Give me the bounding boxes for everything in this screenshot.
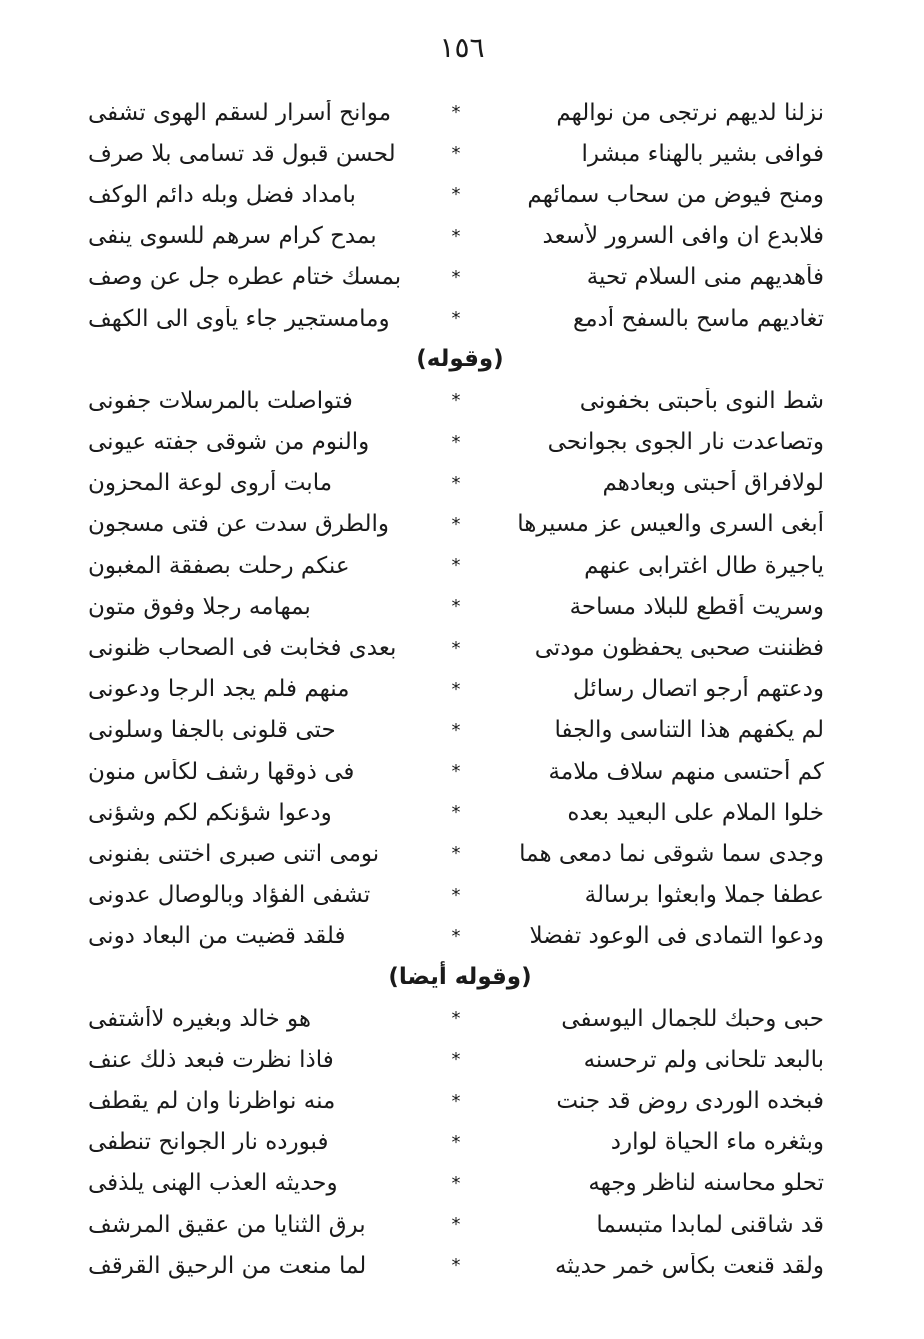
verse-line [80, 1081, 840, 1122]
verse-line [80, 875, 840, 916]
second-hemistich: حتى قلونى بالجفا وسلونى [88, 717, 336, 744]
poem-heading: (وقوله أيضا) [388, 963, 532, 990]
asterisk-separator: * [451, 884, 461, 906]
asterisk-separator: * [451, 802, 461, 824]
second-hemistich: نومى اتنى صبرى اختنى بفنونى [88, 840, 380, 867]
second-hemistich: لحسن قبول قد تسامى بلا صرف [88, 140, 396, 167]
verse-line [80, 504, 840, 545]
verse-line [80, 1039, 840, 1080]
second-hemistich: ودعوا شؤنكم لكم وشؤنى [88, 799, 332, 826]
verse-line [80, 545, 840, 586]
second-hemistich: والنوم من شوقى جفته عيونى [88, 429, 370, 456]
asterisk-separator: * [451, 225, 461, 247]
first-hemistich: ولقد قنعت بكأس خمر حديثه [554, 1252, 824, 1279]
asterisk-separator: * [451, 308, 461, 330]
first-hemistich: ومنح فيوض من سحاب سمائهم [527, 181, 824, 208]
second-hemistich: بمهامه رجلا وفوق متون [88, 593, 311, 620]
asterisk-separator: * [451, 1255, 461, 1277]
second-hemistich: مابت أروى لوعة المحزون [88, 470, 333, 497]
verse-line [80, 627, 840, 668]
second-hemistich: بمسك ختام عطره جل عن وصف [88, 264, 402, 291]
verse-line [80, 133, 840, 174]
second-hemistich: والطرق سدت عن فتى مسجون [88, 511, 389, 538]
first-hemistich: فوافى بشير بالهناء مبشرا [581, 140, 824, 167]
verse-line [80, 586, 840, 627]
second-hemistich: تشفى الفؤاد وبالوصال عدونى [88, 882, 371, 909]
verse-line [80, 916, 840, 957]
verse-line [80, 216, 840, 257]
verse-line [80, 174, 840, 215]
asterisk-separator: * [451, 1214, 461, 1236]
first-hemistich: وسريت أقطع للبلاد مساحة [569, 593, 824, 620]
asterisk-separator: * [451, 513, 461, 535]
first-hemistich: تغاديهم ماسح بالسفح أدمع [572, 305, 824, 332]
asterisk-separator: * [451, 925, 461, 947]
verse-line [80, 998, 840, 1039]
second-hemistich: موانح أسرار لسقم الهوى تشفى [88, 99, 392, 126]
asterisk-separator: * [451, 843, 461, 865]
verse-line [80, 1122, 840, 1163]
second-hemistich: بعدى فخابت فى الصحاب ظنونى [88, 635, 397, 662]
first-hemistich: خلوا الملام على البعيد بعده [567, 799, 824, 826]
verse-line [80, 257, 840, 298]
second-hemistich: لما منعت من الرحيق القرقف [88, 1252, 367, 1279]
asterisk-separator: * [451, 678, 461, 700]
verse-line [80, 463, 840, 504]
asterisk-separator: * [451, 390, 461, 412]
second-hemistich: فبورده نار الجوانح تنطفى [88, 1129, 329, 1156]
asterisk-separator: * [451, 472, 461, 494]
verse-line [80, 380, 840, 421]
verse-line [80, 792, 840, 833]
second-hemistich: بامداد فضل وبله دائم الوكف [88, 181, 356, 208]
second-hemistich: فاذا نظرت فبعد ذلك عنف [88, 1046, 334, 1073]
first-hemistich: أبغى السرى والعيس عز مسيرها [517, 511, 824, 538]
second-hemistich: فلقد قضيت من البعاد دونى [88, 923, 346, 950]
first-hemistich: فظننت صحبى يحفظون مودتى [534, 635, 824, 662]
verse-line [80, 422, 840, 463]
verse-line [80, 92, 840, 133]
second-hemistich: ومامستجير جاء يأوى الى الكهف [88, 305, 390, 332]
verse-line [80, 669, 840, 710]
second-hemistich: فى ذوقها رشف لكأس منون [88, 758, 355, 785]
verse-line [80, 298, 840, 339]
verse-line [80, 1204, 840, 1245]
asterisk-separator: * [451, 1172, 461, 1194]
second-hemistich: عنكم رحلت بصفقة المغبون [88, 552, 350, 579]
verse-line [80, 710, 840, 751]
second-hemistich: فتواصلت بالمرسلات جفونى [88, 387, 353, 414]
first-hemistich: فأهديهم منى السلام تحية [586, 264, 824, 291]
poem-heading: (وقوله) [416, 346, 504, 373]
verse-line [80, 1163, 840, 1204]
asterisk-separator: * [451, 102, 461, 124]
asterisk-separator: * [451, 596, 461, 618]
first-hemistich: ودعوا التمادى فى الوعود تفضلا [529, 923, 824, 950]
asterisk-separator: * [451, 719, 461, 741]
first-hemistich: ودعتهم أرجو اتصال رسائل [572, 676, 824, 703]
first-hemistich: فلابدع ان وافى السرور لأسعد [542, 223, 824, 250]
asterisk-separator: * [451, 637, 461, 659]
second-hemistich: وحديثه العذب الهنى يلذفى [88, 1170, 338, 1197]
first-hemistich: لولافراق أحبتى وبعادهم [602, 470, 824, 497]
asterisk-separator: * [451, 143, 461, 165]
verse-line [80, 1245, 840, 1286]
second-hemistich: منه نواظرنا وان لم يقطف [88, 1088, 336, 1115]
first-hemistich: وتصاعدت نار الجوى بجوانحى [547, 429, 824, 456]
first-hemistich: كم أحتسى منهم سلاف ملامة [548, 758, 824, 785]
second-hemistich: برق الثنايا من عقيق المرشف [88, 1211, 366, 1238]
verse-line [80, 751, 840, 792]
asterisk-separator: * [451, 555, 461, 577]
first-hemistich: نزلنا لديهم نرتجى من نوالهم [556, 99, 824, 126]
first-hemistich: لم يكفهم هذا التناسى والجفا [554, 717, 824, 744]
asterisk-separator: * [451, 184, 461, 206]
verse-line [80, 833, 840, 874]
second-hemistich: منهم فلم يجد الرجا ودعونى [88, 676, 350, 703]
poem-text-block [80, 92, 840, 1286]
page-number: ١٥٦ [439, 31, 485, 64]
asterisk-separator: * [451, 266, 461, 288]
first-hemistich: حبى وحبك للجمال اليوسفى [561, 1005, 824, 1032]
first-hemistich: وجدى سما شوقى نما دمعى هما [519, 840, 824, 867]
first-hemistich: فبخده الوردى روض قد جنت [556, 1088, 824, 1115]
asterisk-separator: * [451, 431, 461, 453]
first-hemistich: عطفا جملا وابعثوا برسالة [584, 882, 824, 909]
asterisk-separator: * [451, 1131, 461, 1153]
asterisk-separator: * [451, 761, 461, 783]
asterisk-separator: * [451, 1090, 461, 1112]
first-hemistich: وبثغره ماء الحياة لوارد [610, 1129, 824, 1156]
first-hemistich: تحلو محاسنه لناظر وجهه [588, 1170, 824, 1197]
second-hemistich: بمدح كرام سرهم للسوى ينفى [88, 223, 377, 250]
first-hemistich: ياجيرة طال اغترابى عنهم [584, 552, 824, 579]
first-hemistich: بالبعد تلحانى ولم ترحسنه [583, 1046, 824, 1073]
asterisk-separator: * [451, 1049, 461, 1071]
first-hemistich: قد شاقنى لمابدا متبسما [596, 1211, 824, 1238]
first-hemistich: شط النوى بأحبتى بخفونى [579, 387, 824, 414]
asterisk-separator: * [451, 1008, 461, 1030]
second-hemistich: هو خالد وبغيره لاأشتفى [88, 1005, 312, 1032]
